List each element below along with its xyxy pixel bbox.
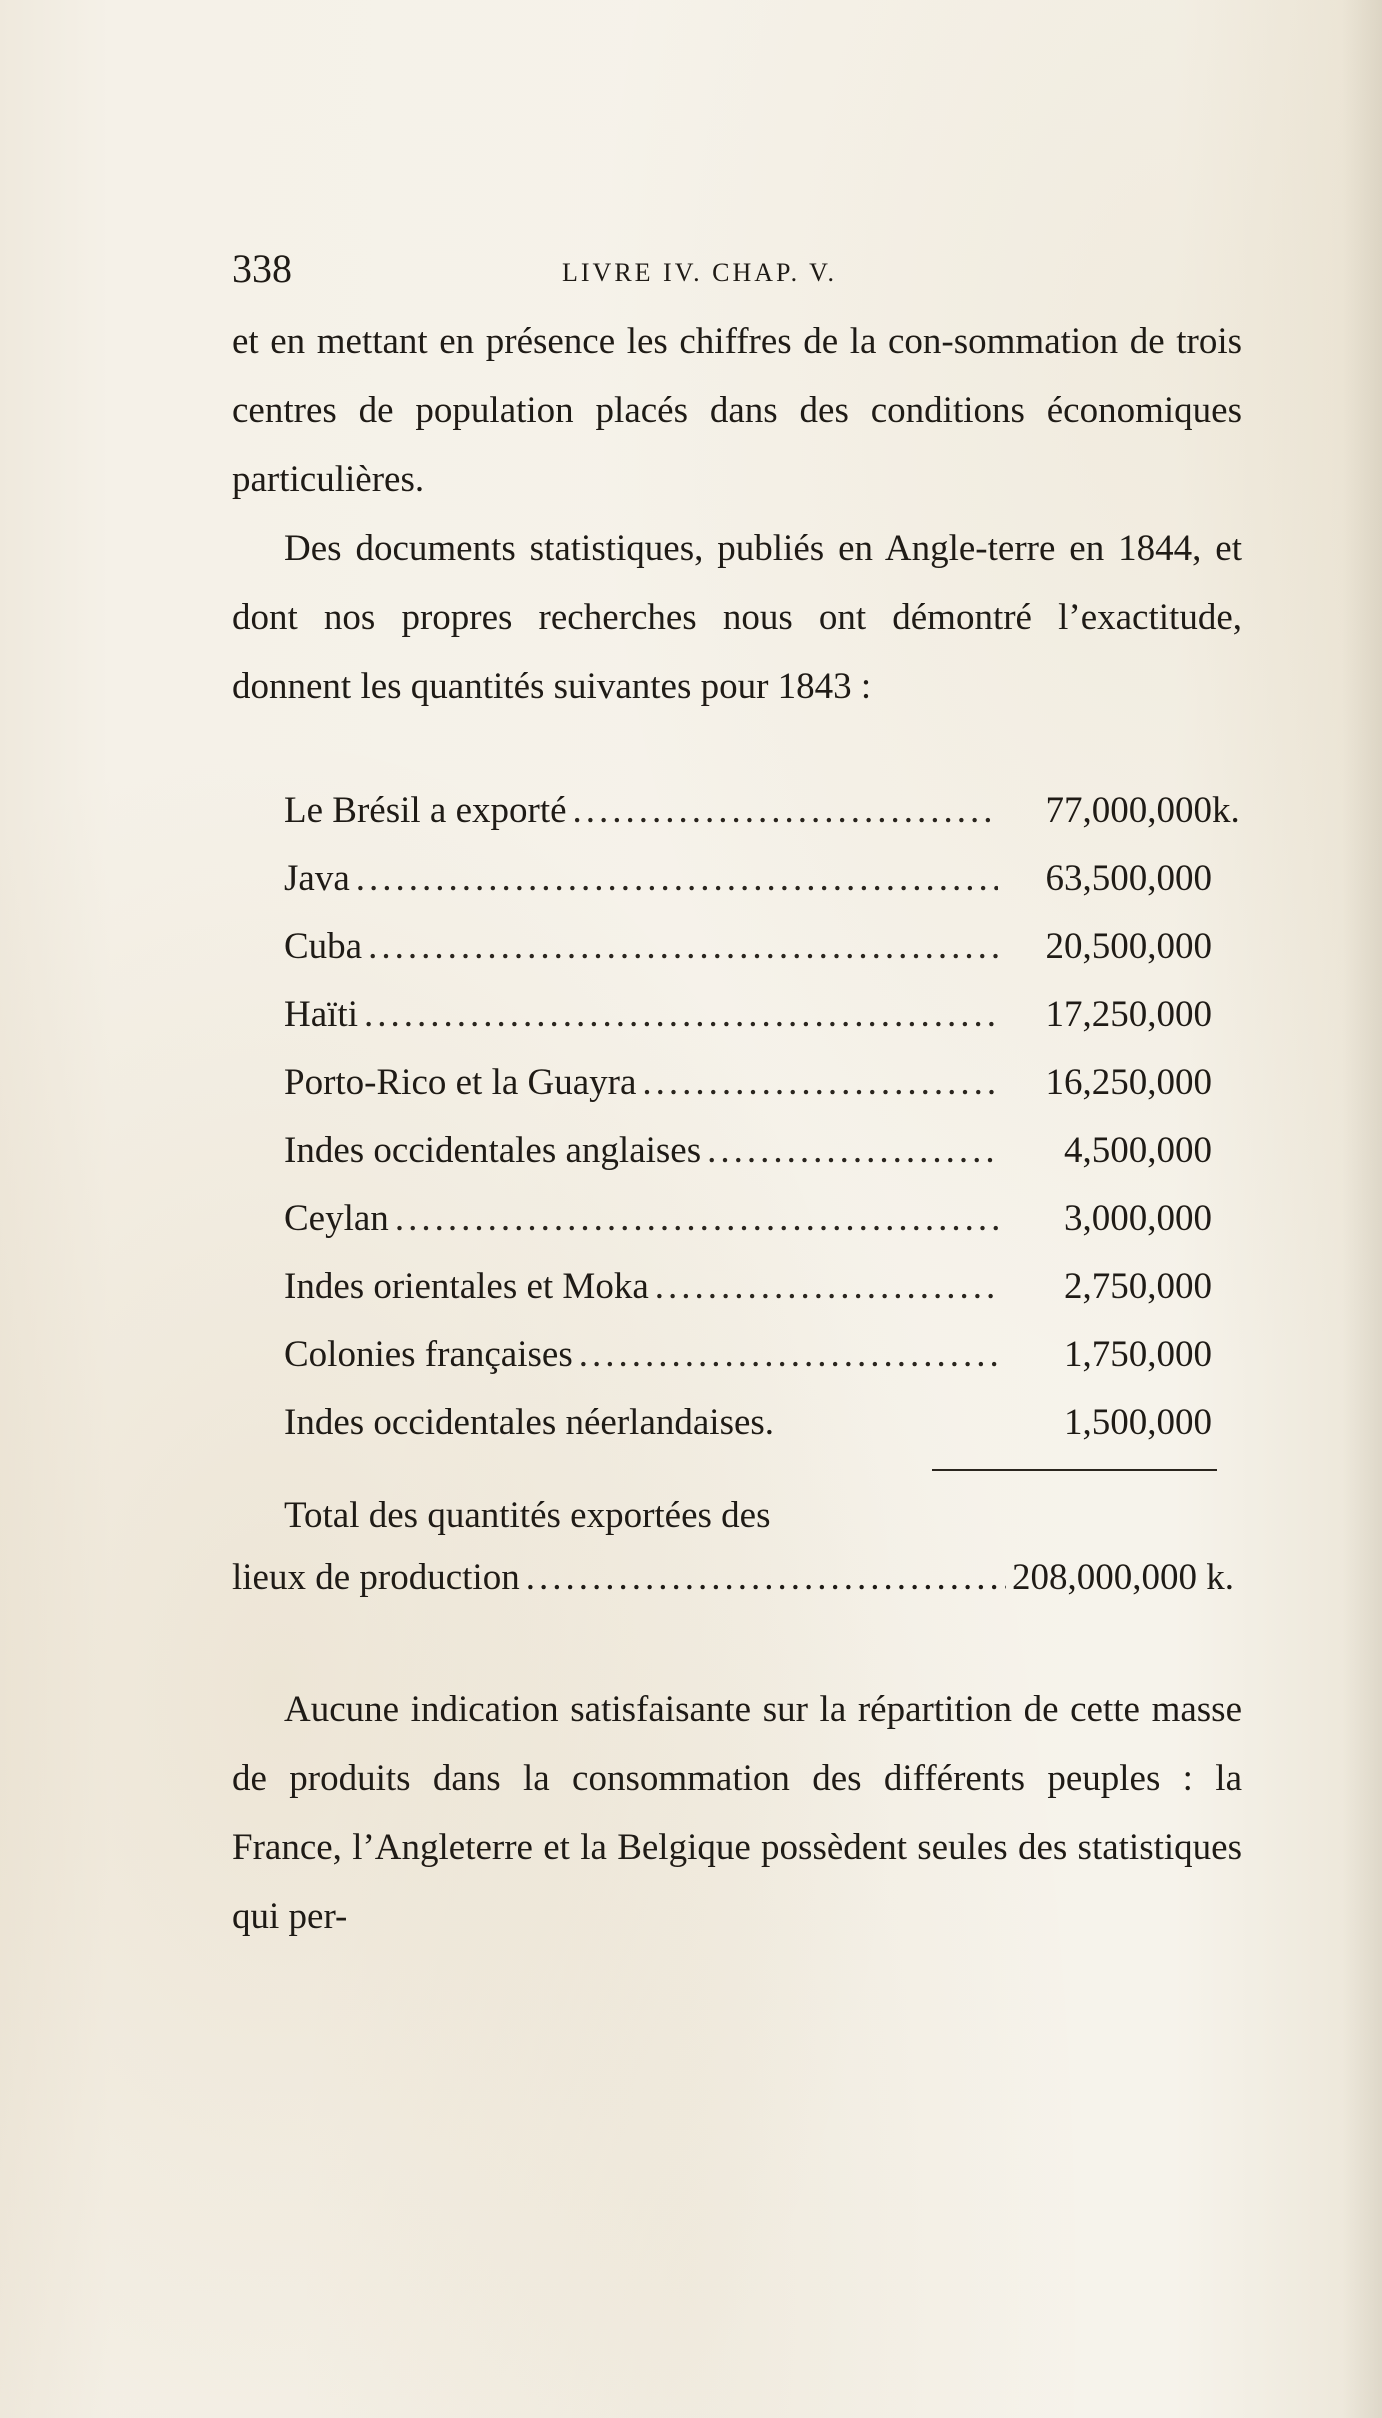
row-value: 4,500,000: [1064, 1130, 1212, 1171]
table-row: [284, 1253, 1234, 1321]
dot-leader: [707, 1117, 998, 1185]
row-value: 1,500,000: [1064, 1402, 1212, 1443]
dot-leader: [573, 777, 998, 845]
row-label: Indes orientales et Moka: [284, 1266, 649, 1307]
export-table: [284, 777, 1240, 1457]
dot-leader: [356, 845, 998, 913]
row-value: 17,250,000: [1045, 994, 1212, 1035]
row-value: 16,250,000: [1045, 1062, 1212, 1103]
total-label-line2: lieux de production: [232, 1557, 520, 1598]
total-value: 208,000,000 k.: [1012, 1557, 1234, 1598]
table-row: [284, 913, 1234, 981]
row-label: Le Brésil a exporté: [284, 790, 567, 831]
table-row: [284, 1185, 1234, 1253]
dot-leader: [579, 1321, 998, 1389]
table-row: [284, 1389, 1234, 1457]
paragraph-intro: et en mettant en présence les chiffres de la con-sommation de trois centres de population placés dans des conditions économiques particulières.: [232, 321, 1242, 500]
dot-leader: [655, 1253, 998, 1321]
row-label: Indes occidentales néerlandaises.: [284, 1402, 775, 1443]
dot-leader: [642, 1049, 998, 1117]
page-edge-shadow: [1342, 0, 1382, 2418]
paragraph-documents: Des documents statistiques, publiés en Angle-terre en 1844, et dont nos propres recherches nous ont démontré l’exactitude, donnent les quantités suivantes pour 1843 :: [232, 528, 1242, 707]
dot-leader: [368, 913, 998, 981]
row-label: Indes occidentales anglaises: [284, 1130, 702, 1171]
row-value: 1,750,000: [1064, 1334, 1212, 1375]
dot-leader: [364, 981, 998, 1049]
row-value: 77,000,000k.: [1045, 790, 1240, 831]
total-label-line1: Total des quantités exportées des: [284, 1495, 771, 1536]
table-row: [284, 981, 1234, 1049]
row-label: Cuba: [284, 926, 363, 967]
dot-leader: [395, 1185, 998, 1253]
dot-leader: [526, 1547, 1006, 1609]
table-row: [284, 1117, 1234, 1185]
paragraph-conclusion: Aucune indication satisfaisante sur la répartition de cette masse de produits dans la consommation des différents peuples : la France, l’Angleterre et la Belgique possèdent seules des statistiques qui per-: [232, 1689, 1242, 1937]
row-value: 20,500,000: [1045, 926, 1212, 967]
row-label: Porto-Rico et la Guayra: [284, 1062, 637, 1103]
row-label: Ceylan: [284, 1198, 389, 1239]
total-divider: [932, 1469, 1217, 1471]
page-number: 338: [232, 246, 292, 291]
row-value: 2,750,000: [1064, 1266, 1212, 1307]
total-line: [232, 1547, 1234, 1609]
page-content: [232, 245, 1242, 1951]
table-row: [284, 777, 1240, 845]
row-label: Haïti: [284, 994, 358, 1035]
running-head: LIVRE IV. CHAP. V.: [562, 258, 838, 287]
table-row: [284, 1049, 1234, 1117]
total-row: [232, 1485, 1242, 1609]
table-row: [284, 1321, 1234, 1389]
page-header: [232, 245, 1242, 307]
table-row: [284, 845, 1234, 913]
row-value: 3,000,000: [1064, 1198, 1212, 1239]
row-label: Java: [284, 858, 350, 899]
row-label: Colonies françaises: [284, 1334, 573, 1375]
row-value: 63,500,000: [1045, 858, 1212, 899]
